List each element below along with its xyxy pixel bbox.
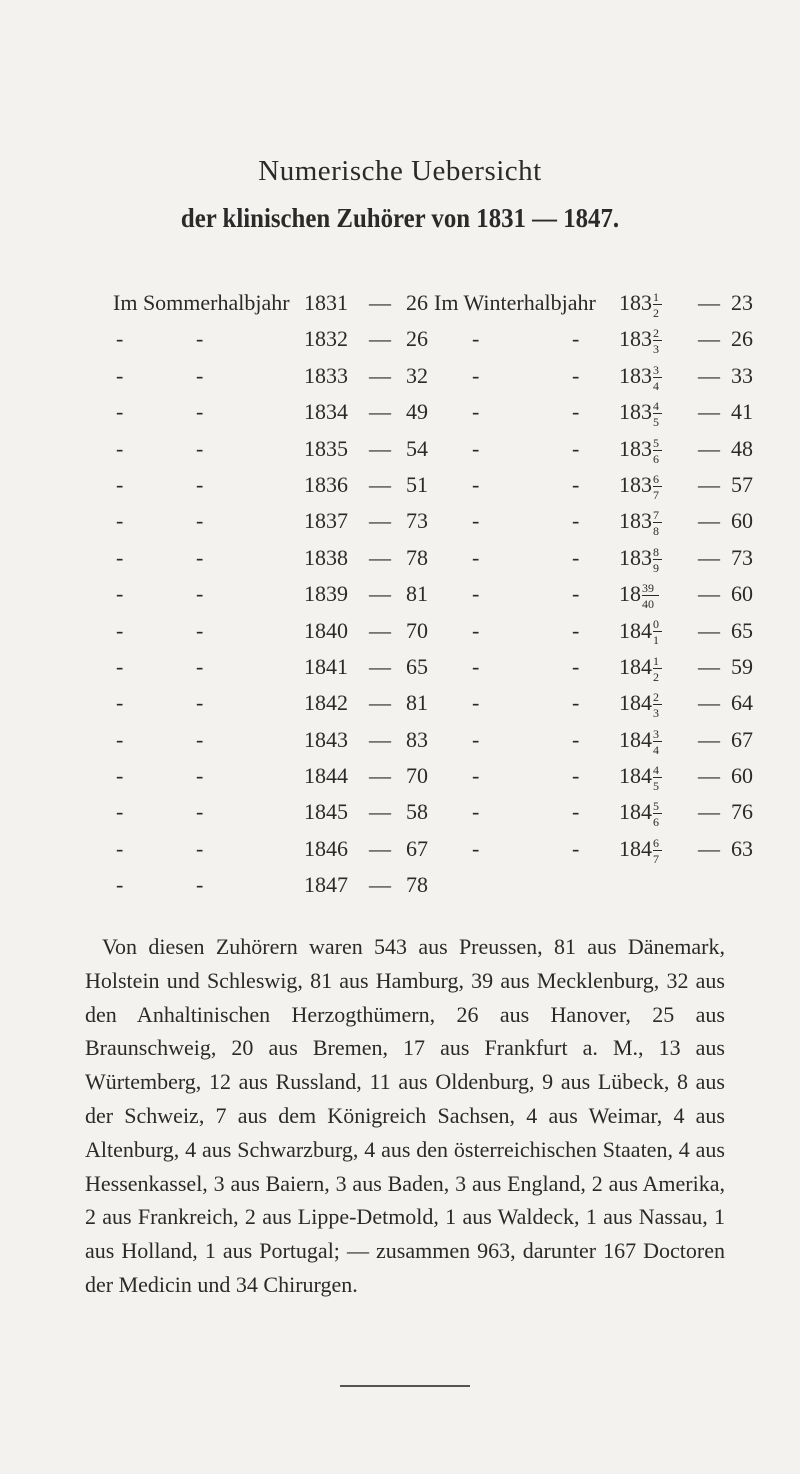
- winter-count: 33: [731, 362, 753, 388]
- ditto-mark: -: [116, 835, 124, 861]
- winter-year-prefix: 183: [619, 435, 652, 461]
- ditto-mark: -: [196, 362, 204, 388]
- ditto-mark: -: [196, 726, 204, 752]
- ditto-mark: -: [196, 399, 204, 425]
- year-fraction: [653, 472, 663, 502]
- summer-count: 32: [406, 362, 428, 388]
- ditto-mark: -: [116, 581, 124, 607]
- dash-separator: —: [369, 617, 391, 643]
- dash-separator: —: [698, 326, 720, 352]
- winter-count: 48: [731, 435, 753, 461]
- ditto-mark: -: [472, 508, 480, 534]
- ditto-mark: -: [196, 835, 204, 861]
- table-row: [0, 503, 800, 539]
- fraction-bar: [653, 522, 662, 523]
- fraction-denominator: 9: [653, 560, 659, 575]
- ditto-mark: -: [572, 617, 580, 643]
- summer-semester-label: Im Sommerhalbjahr: [113, 290, 290, 315]
- ditto-mark: -: [572, 508, 580, 534]
- page-subtitle: der klinischen Zuhörer von 1831 — 1847.: [180, 203, 620, 233]
- fraction-numerator: 5: [653, 435, 659, 450]
- table-row: [0, 685, 800, 721]
- winter-year-prefix: 184: [619, 653, 652, 679]
- ditto-mark: -: [572, 435, 580, 461]
- summer-count: 26: [406, 326, 428, 352]
- year-fraction: [653, 436, 663, 466]
- winter-year: [619, 576, 660, 612]
- year-fraction: [653, 836, 663, 866]
- table-row: [0, 358, 800, 394]
- winter-year: [619, 794, 663, 830]
- summer-year: 1831: [304, 290, 348, 315]
- ditto-mark: -: [196, 799, 204, 825]
- summer-year: 1847: [304, 872, 348, 898]
- winter-year-prefix: 184: [619, 617, 652, 643]
- fraction-bar: [653, 850, 662, 851]
- ditto-mark: -: [472, 471, 480, 497]
- ditto-mark: -: [196, 326, 204, 352]
- fraction-denominator: 4: [653, 742, 659, 757]
- dash-separator: —: [698, 617, 720, 643]
- ditto-mark: -: [116, 435, 124, 461]
- winter-count: 65: [731, 617, 753, 643]
- ditto-mark: -: [196, 435, 204, 461]
- summer-count: 73: [406, 508, 428, 534]
- summer-count: 81: [406, 690, 428, 716]
- winter-year: [619, 358, 663, 394]
- ditto-mark: -: [472, 326, 480, 352]
- winter-year-prefix: 184: [619, 763, 652, 789]
- summer-year: 1836: [304, 471, 348, 497]
- fraction-denominator: 6: [653, 815, 659, 830]
- dash-separator: —: [369, 544, 391, 570]
- winter-year: [619, 722, 663, 758]
- fraction-bar: [653, 377, 662, 378]
- ditto-mark: -: [196, 763, 204, 789]
- summer-count: 70: [406, 617, 428, 643]
- ditto-mark: -: [472, 617, 480, 643]
- table-row: [0, 394, 800, 430]
- fraction-bar: [653, 777, 662, 778]
- fraction-numerator: 3: [653, 362, 659, 377]
- ditto-mark: -: [196, 690, 204, 716]
- ditto-mark: -: [472, 399, 480, 425]
- summer-year: 1846: [304, 835, 348, 861]
- summer-count: 78: [406, 544, 428, 570]
- fraction-denominator: 6: [653, 451, 659, 466]
- summer-year: 1833: [304, 362, 348, 388]
- dash-separator: —: [698, 362, 720, 388]
- dash-separator: —: [369, 399, 391, 425]
- ditto-mark: -: [116, 617, 124, 643]
- fraction-bar: [653, 741, 662, 742]
- winter-count: 64: [731, 690, 753, 716]
- summer-year: 1832: [304, 326, 348, 352]
- dash-separator: —: [698, 653, 720, 679]
- ditto-mark: -: [572, 653, 580, 679]
- winter-year-prefix: 183: [619, 471, 652, 497]
- ditto-mark: -: [196, 653, 204, 679]
- table-row: [0, 867, 800, 903]
- summer-count: 78: [406, 872, 428, 898]
- year-fraction: [653, 326, 663, 356]
- dash-separator: —: [369, 326, 391, 352]
- fraction-denominator: 5: [653, 779, 659, 794]
- fraction-denominator: 2: [653, 669, 659, 684]
- fraction-numerator: 8: [653, 544, 659, 559]
- fraction-numerator: 3: [653, 726, 659, 741]
- winter-count: 60: [731, 508, 753, 534]
- dash-separator: —: [369, 471, 391, 497]
- ditto-mark: -: [196, 544, 204, 570]
- summer-year: 1835: [304, 435, 348, 461]
- winter-count: 59: [731, 653, 753, 679]
- dash-separator: —: [369, 726, 391, 752]
- ditto-mark: -: [472, 435, 480, 461]
- ditto-mark: -: [116, 872, 124, 898]
- ditto-mark: -: [572, 726, 580, 752]
- winter-year-prefix: 183: [619, 326, 652, 352]
- ditto-mark: -: [196, 581, 204, 607]
- dash-separator: —: [369, 799, 391, 825]
- summer-count: 81: [406, 581, 428, 607]
- table-row: [0, 285, 800, 321]
- winter-count: 57: [731, 471, 753, 497]
- ditto-mark: -: [572, 690, 580, 716]
- winter-year: [619, 540, 663, 576]
- fraction-denominator: 2: [653, 305, 659, 320]
- fraction-bar: [642, 595, 659, 596]
- dash-separator: —: [698, 508, 720, 534]
- ditto-mark: -: [196, 872, 204, 898]
- winter-year: [619, 685, 663, 721]
- origin-paragraph: [85, 930, 725, 1302]
- winter-count: 67: [731, 726, 753, 752]
- winter-count: 41: [731, 399, 753, 425]
- summer-count: 67: [406, 835, 428, 861]
- winter-year-prefix: 184: [619, 726, 652, 752]
- summer-count: 26: [406, 290, 428, 315]
- summer-year: 1834: [304, 399, 348, 425]
- fraction-numerator: 1: [653, 653, 659, 668]
- dash-separator: —: [698, 726, 720, 752]
- fraction-bar: [653, 631, 662, 632]
- winter-year: [619, 613, 663, 649]
- fraction-numerator: 7: [653, 508, 659, 523]
- winter-year: [619, 831, 663, 867]
- fraction-bar: [653, 340, 662, 341]
- ditto-mark: -: [572, 471, 580, 497]
- winter-count: 63: [731, 835, 753, 861]
- dash-separator: —: [698, 835, 720, 861]
- winter-year: [619, 321, 663, 357]
- fraction-numerator: 6: [653, 835, 659, 850]
- winter-count: 60: [731, 763, 753, 789]
- summer-year: 1844: [304, 763, 348, 789]
- winter-count: 76: [731, 799, 753, 825]
- winter-year: [619, 431, 663, 467]
- year-fraction: [653, 727, 663, 757]
- year-fraction: [653, 617, 663, 647]
- fraction-denominator: 4: [653, 378, 659, 393]
- ditto-mark: -: [116, 326, 124, 352]
- fraction-denominator: 7: [653, 851, 659, 866]
- summer-count: 51: [406, 471, 428, 497]
- table-row: [0, 576, 800, 612]
- table-row: [0, 467, 800, 503]
- ditto-mark: -: [472, 799, 480, 825]
- fraction-denominator: 40: [642, 597, 654, 612]
- table-row: [0, 649, 800, 685]
- fraction-bar: [653, 704, 662, 705]
- table-row: [0, 540, 800, 576]
- fraction-bar: [653, 559, 662, 560]
- year-fraction: [653, 545, 663, 575]
- dash-separator: —: [369, 653, 391, 679]
- dash-separator: —: [698, 544, 720, 570]
- winter-year-prefix: 184: [619, 835, 652, 861]
- fraction-bar: [653, 486, 662, 487]
- winter-year-prefix: 183: [619, 290, 652, 315]
- dash-separator: —: [698, 435, 720, 461]
- year-fraction: [653, 654, 663, 684]
- summer-year: 1841: [304, 653, 348, 679]
- ditto-mark: -: [116, 763, 124, 789]
- table-row: [0, 831, 800, 867]
- summer-count: 70: [406, 763, 428, 789]
- dash-separator: —: [698, 799, 720, 825]
- ditto-mark: -: [472, 653, 480, 679]
- ditto-mark: -: [116, 799, 124, 825]
- winter-count: 26: [731, 326, 753, 352]
- winter-count: 60: [731, 581, 753, 607]
- year-fraction: [642, 581, 660, 611]
- winter-year-prefix: 184: [619, 799, 652, 825]
- winter-count: 73: [731, 544, 753, 570]
- fraction-bar: [653, 450, 662, 451]
- summer-count: 65: [406, 653, 428, 679]
- fraction-bar: [653, 413, 662, 414]
- summer-year: 1839: [304, 581, 348, 607]
- dash-separator: —: [369, 690, 391, 716]
- summer-count: 58: [406, 799, 428, 825]
- summer-year: 1838: [304, 544, 348, 570]
- dash-separator: —: [369, 435, 391, 461]
- fraction-numerator: 2: [653, 690, 659, 705]
- ditto-mark: -: [472, 581, 480, 607]
- dash-separator: —: [369, 872, 391, 898]
- winter-year-prefix: 183: [619, 544, 652, 570]
- summer-count: 54: [406, 435, 428, 461]
- winter-semester-label: Im Winterhalbjahr: [434, 290, 596, 315]
- ditto-mark: -: [572, 835, 580, 861]
- dash-separator: —: [369, 290, 391, 315]
- year-fraction: [653, 399, 663, 429]
- winter-year: [619, 649, 663, 685]
- fraction-denominator: 3: [653, 342, 659, 357]
- table-row: [0, 613, 800, 649]
- ditto-mark: -: [116, 726, 124, 752]
- ditto-mark: -: [472, 835, 480, 861]
- summer-year: 1837: [304, 508, 348, 534]
- ditto-mark: -: [572, 799, 580, 825]
- fraction-denominator: 8: [653, 524, 659, 539]
- table-row: [0, 758, 800, 794]
- dash-separator: —: [698, 290, 720, 315]
- fraction-bar: [653, 813, 662, 814]
- ditto-mark: -: [572, 399, 580, 425]
- summer-count: 49: [406, 399, 428, 425]
- year-fraction: [653, 290, 663, 320]
- fraction-denominator: 3: [653, 706, 659, 721]
- winter-year-prefix: 183: [619, 399, 652, 425]
- ditto-mark: -: [116, 471, 124, 497]
- fraction-numerator: 0: [653, 617, 659, 632]
- year-fraction: [653, 508, 663, 538]
- summer-year: 1843: [304, 726, 348, 752]
- summer-year: 1840: [304, 617, 348, 643]
- ditto-mark: -: [116, 362, 124, 388]
- dash-separator: —: [369, 835, 391, 861]
- dash-separator: —: [369, 581, 391, 607]
- winter-year: [619, 503, 663, 539]
- fraction-bar: [653, 304, 662, 305]
- summer-year: 1842: [304, 690, 348, 716]
- dash-separator: —: [698, 471, 720, 497]
- fraction-numerator: 2: [653, 326, 659, 341]
- fraction-numerator: 1: [653, 289, 659, 304]
- fraction-numerator: 4: [653, 399, 659, 414]
- ditto-mark: -: [116, 399, 124, 425]
- ditto-mark: -: [572, 581, 580, 607]
- ditto-mark: -: [196, 617, 204, 643]
- year-fraction: [653, 799, 663, 829]
- table-row: [0, 794, 800, 830]
- ditto-mark: -: [116, 508, 124, 534]
- origin-paragraph-text: Von diesen Zuhörern waren 543 aus Preussen, 81 aus Dänemark, Holstein und Schleswig, 81 aus Hamburg, 39 aus Mecklenburg, 32 aus den Anhaltinischen Herzogthümern, 26 aus Hanover, 25 aus Braunschweig, 20 aus Bremen, 17 aus Frankfurt a. M., 13 aus Würtemberg, 12 aus Russland, 11 aus Oldenburg, 9 aus Lübeck, 8 aus der Schweiz, 7 aus dem Königreich Sachsen, 4 aus Weimar, 4 aus Altenburg, 4 aus Schwarzburg, 4 aus den österreichischen Staaten, 4 aus Hessenkassel, 3 aus Baiern, 3 aus Baden, 3 aus England, 2 aus Amerika, 2 aus Frankreich, 2 aus Lippe-Detmold, 1 aus Waldeck, 1 aus Nassau, 1 aus Holland, 1 aus Portugal; — zusammen 963, darunter 167 Doctoren der Medicin und 34 Chirurgen.: [85, 934, 725, 1297]
- enrollment-table: [0, 285, 800, 904]
- fraction-numerator: 5: [653, 799, 659, 814]
- winter-year-prefix: 184: [619, 690, 652, 716]
- dash-separator: —: [369, 763, 391, 789]
- fraction-bar: [653, 668, 662, 669]
- fraction-numerator: 39: [642, 581, 654, 596]
- winter-year: [619, 467, 663, 503]
- year-fraction: [653, 690, 663, 720]
- fraction-denominator: 1: [653, 633, 659, 648]
- table-row: [0, 431, 800, 467]
- winter-count: 23: [731, 290, 753, 315]
- winter-year-prefix: 183: [619, 508, 652, 534]
- ditto-mark: -: [472, 690, 480, 716]
- winter-year-prefix: 18: [619, 581, 641, 607]
- year-fraction: [653, 363, 663, 393]
- ditto-mark: -: [196, 471, 204, 497]
- summer-year: 1845: [304, 799, 348, 825]
- dash-separator: —: [698, 763, 720, 789]
- fraction-denominator: 5: [653, 415, 659, 430]
- winter-year: [619, 758, 663, 794]
- dash-separator: —: [698, 581, 720, 607]
- fraction-numerator: 6: [653, 471, 659, 486]
- winter-year: [619, 285, 663, 321]
- ditto-mark: -: [472, 362, 480, 388]
- summer-count: 83: [406, 726, 428, 752]
- page-title: Numerische Uebersicht: [258, 155, 542, 187]
- table-row: [0, 321, 800, 357]
- fraction-denominator: 7: [653, 487, 659, 502]
- winter-year: [619, 394, 663, 430]
- ditto-mark: -: [472, 544, 480, 570]
- dash-separator: —: [698, 690, 720, 716]
- dash-separator: —: [369, 508, 391, 534]
- ditto-mark: -: [116, 653, 124, 679]
- year-fraction: [653, 763, 663, 793]
- winter-year-prefix: 183: [619, 362, 652, 388]
- ditto-mark: -: [116, 544, 124, 570]
- closing-rule: [340, 1385, 470, 1387]
- table-row: [0, 722, 800, 758]
- dash-separator: —: [698, 399, 720, 425]
- fraction-numerator: 4: [653, 763, 659, 778]
- ditto-mark: -: [572, 362, 580, 388]
- dash-separator: —: [369, 362, 391, 388]
- ditto-mark: -: [116, 690, 124, 716]
- ditto-mark: -: [472, 763, 480, 789]
- ditto-mark: -: [472, 726, 480, 752]
- ditto-mark: -: [572, 326, 580, 352]
- ditto-mark: -: [572, 544, 580, 570]
- ditto-mark: -: [196, 508, 204, 534]
- ditto-mark: -: [572, 763, 580, 789]
